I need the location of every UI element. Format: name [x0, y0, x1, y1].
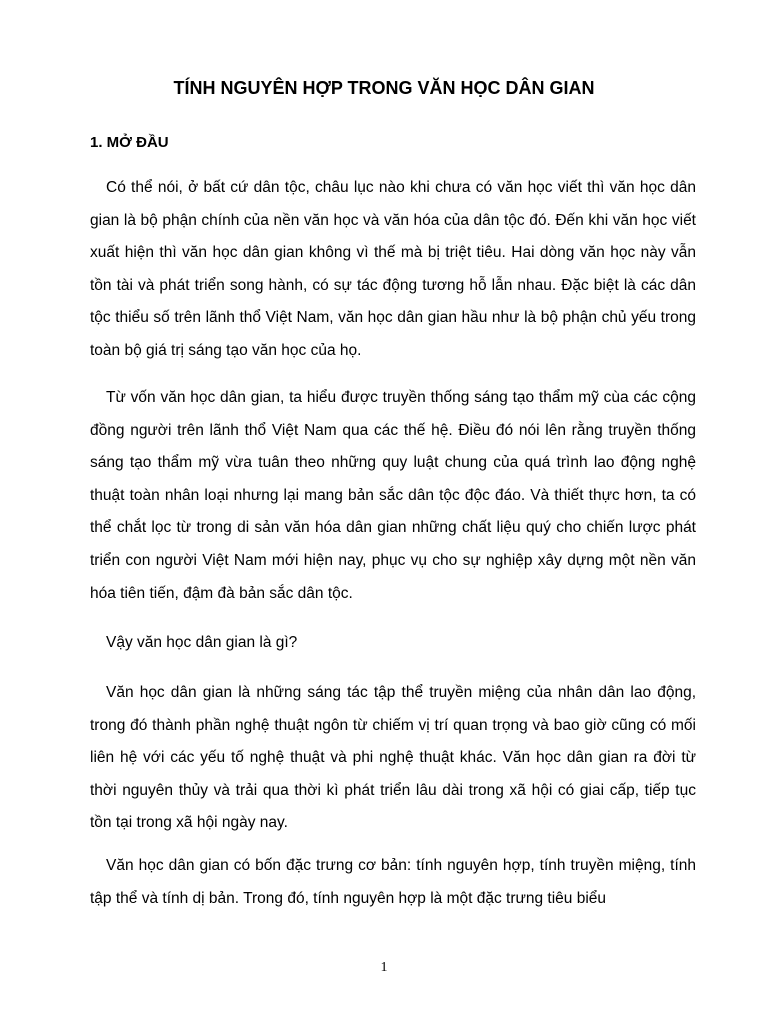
paragraph: Văn học dân gian có bốn đặc trưng cơ bản: tính nguyên hợp, tính truyền miệng, tính tập thể và tính dị bản. Trong đó, tính nguyên hợp là một đặc trưng tiêu biểu: [90, 857, 696, 907]
paragraph: Có thể nói, ở bất cứ dân tộc, châu lục nào khi chưa có văn học viết thì văn học dân gian là bộ phận chính của nền văn học và văn hóa của dân tộc đó. Đến khi văn học viết xuất hiện thì văn học dân gian không vì thế mà bị triệt tiêu. Hai dòng văn học này vẫn tồn tài và phát triển song hành, có sự tác động tương hỗ lẫn nhau. Đặc biệt là các dân tộc thiểu số trên lãnh thổ Việt Nam, văn học dân gian hầu như là bộ phận chủ yếu trong toàn bộ giá trị sáng tạo văn học của họ.: [90, 179, 696, 359]
page-number: 1: [380, 960, 388, 975]
paragraph: Văn học dân gian là những sáng tác tập thể truyền miệng của nhân dân lao động, trong đó thành phần nghệ thuật ngôn từ chiếm vị trí quan trọng và bao giờ cũng có mối liên hệ với các yếu tố nghệ thuật và phi nghệ thuật khác. Văn học dân gian ra đời từ thời nguyên thủy và trải qua thời kì phát triển lâu dài trong xã hội có giai cấp, tiếp tục tồn tại trong xã hội ngày nay.: [90, 684, 696, 832]
document-title: TÍNH NGUYÊN HỢP TRONG VĂN HỌC DÂN GIAN: [173, 78, 595, 98]
paragraph: Từ vốn văn học dân gian, ta hiểu được truyền thống sáng tạo thẩm mỹ cùa các cộng đồng người trên lãnh thổ Việt Nam qua các thế hệ. Điều đó nói lên rằng truyền thống sáng tạo thẩm mỹ vừa tuân theo những quy luật chung của quá trình lao động nghệ thuật toàn nhân loại nhưng lại mang bản sắc dân tộc độc đáo. Và thiết thực hơn, ta có thể chắt lọc từ trong di sản văn hóa dân gian những chất liệu quý cho chiến lược phát triển con người Việt Nam mới hiện nay, phục vụ cho sự nghiệp xây dựng một nền văn hóa tiên tiến, đậm đà bản sắc dân tộc.: [90, 389, 696, 602]
section-heading: 1. MỞ ĐẦU: [90, 134, 169, 151]
paragraph: Vậy văn học dân gian là gì?: [106, 634, 298, 651]
